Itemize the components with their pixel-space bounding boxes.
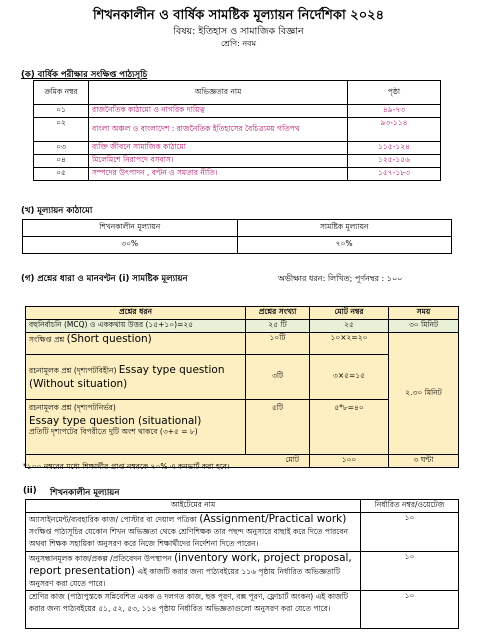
summative-header: সামষ্টিক মূল্যায়ন	[237, 220, 452, 237]
col-question-count: প্রশ্নের সংখ্যা	[246, 307, 310, 320]
section-ka-heading: (ক) বার্ষিক পরীক্ষার সংক্ষিপ্ত পাঠ্যসূচি	[21, 70, 148, 80]
inquiry-desc: এই কাজটি করার জন্য পাঠ্যবইয়ের ১১৬ পৃষ্ঠায় নির্ধারিত অভিজ্ঞতাটি অনুসরণ করা যেতে পারে।	[29, 567, 341, 588]
essay-situational-type	[26, 400, 246, 455]
page-cell: ১২৫-১৫৬	[348, 155, 441, 168]
essay-situational-count: ৫টি	[246, 400, 310, 455]
subject-line: বিষয়: ইতিহাস ও সামাজিক বিজ্ঞান	[173, 26, 304, 37]
col-weightage: নির্ধারিত নম্বর/ওয়েটেজ	[361, 500, 459, 513]
assignment-en: (Assignment/Practical work)	[199, 513, 347, 525]
short-question-count: ১০টি	[246, 333, 310, 355]
mcq-marks: ২৫	[310, 320, 389, 333]
table-row	[26, 552, 459, 591]
mcq-type: বহুনির্বাচনি (MCQ) ও এককথায় উত্তর (১৫+১০)=২৫	[26, 320, 246, 333]
syllabus-table	[33, 80, 441, 181]
total-time: ৩ ঘন্টা	[389, 455, 459, 468]
short-question-bn: সংক্ষিপ্ত প্রশ্ন	[29, 335, 65, 344]
table-row	[34, 142, 441, 155]
assignment-desc: সংক্ষিপ্ত পাঠ্যসূচির যেকোন শিখন অভিজ্ঞতা থেকে শ্রেণিশিক্ষক তার পছন্দ অনুসারে বাছাই করে দিতে পারবেন অথবা শিক্ষক সহায়িকা অনুসরণ করে নিজে শিক্ষার্থীদের নির্দেশনা দিতে পারেন।	[29, 527, 348, 548]
short-question-type	[26, 333, 246, 355]
short-question-en: (Short question)	[66, 333, 152, 345]
mcq-count: ২৫ টি	[246, 320, 310, 333]
total-marks: ১০০	[310, 455, 389, 468]
essay-no-situation-marks: ৩×৫=১৫	[310, 355, 389, 400]
serial-cell: ০৪	[34, 155, 89, 168]
essay-situational-en: Essay type question (situational)	[29, 415, 202, 427]
essay-situational-bn: রচনামূলক প্রশ্ন (দৃশ্যপটনির্ভর)	[29, 403, 116, 412]
document-title: শিখনকালীন ও বার্ষিক সামষ্টিক মূল্যায়ন নির্দেশিকা ২০২৪	[92, 8, 385, 23]
merged-time: ২.৩০ মিনিট	[389, 333, 459, 455]
serial-cell: ০৩	[34, 142, 89, 155]
inquiry-bn: অনুসন্ধানমূলক কাজ/প্রকল্প /প্রতিবেদন উপস্থাপন	[29, 554, 172, 563]
formative-items-table	[25, 499, 459, 629]
assignment-mark: ১০	[361, 513, 459, 552]
section-ii-number: (ii)	[23, 486, 37, 496]
col-time: সময়	[389, 307, 459, 320]
section-ga-heading: (গ) প্রশ্নের ধারা ও মানবণ্টন (i) সামষ্টিক মূল্যায়ন	[21, 274, 188, 284]
experience-cell: সম্পদের উৎপাদন , বণ্টন ও সমতার নীতি।	[89, 168, 348, 181]
inquiry-en: (inventory work, project proposal, report presentation)	[29, 552, 352, 577]
experience-cell: রাজনৈতিক কাঠামো ও নাগরিক দায়িত্ব	[89, 105, 348, 118]
section-ii-heading: শিখনকালীন মূল্যায়ন	[50, 488, 120, 498]
table-row	[26, 513, 459, 552]
essay-no-situation-en2: (Without situation)	[29, 378, 128, 390]
page-cell: ১১৫-১২৪	[348, 142, 441, 155]
classwork-bn: শ্রেণির কাজ (পাঠ্যপুস্তকে সন্নিবেশিত একক ও দলগত কাজ, ছক পূরণ, বক্স পূরণ, ফ্লোচার্ট অংকন)	[29, 592, 314, 601]
page-cell: ৯৩-১১৪	[348, 118, 441, 142]
table-row	[26, 333, 459, 355]
class-line: শ্রেণি: নবম	[220, 39, 257, 48]
table-row	[34, 168, 441, 181]
conversion-footnote: *১০০ নম্বরের মধ্যে শিক্ষার্থীর প্রাপ্ত নম্বরকে ৭০% এ কনভার্ট করা হবে।	[23, 462, 230, 471]
page-cell: ১৫৭-১৮৩	[348, 168, 441, 181]
col-question-type: প্রশ্নের ধরন	[26, 307, 246, 320]
table-row	[26, 591, 459, 629]
section-kha-heading: (খ) মূল্যায়ন কাঠামো	[21, 206, 93, 216]
essay-no-situation-bn: রচনামূলক প্রশ্ন (দৃশ্যপটবিহীন)	[29, 366, 117, 375]
serial-cell: ০৫	[34, 168, 89, 181]
experience-cell: মিলেমিশে নিরাপদে বসবাস।	[89, 155, 348, 168]
col-serial: ক্রমিক নম্বর	[34, 81, 89, 105]
col-total-marks: মোট নম্বর	[310, 307, 389, 320]
col-item-name: আইটেমের নাম	[26, 500, 361, 513]
total-label: মোট	[26, 455, 310, 468]
classwork-mark: ১০	[361, 591, 459, 629]
exam-type-note: অভীক্ষার ধরন: লিখিত; পূর্ণনম্বর : ১০০	[278, 274, 403, 283]
short-question-marks: ১০×২=২০	[310, 333, 389, 355]
experience-cell: বাংলা অঞ্চল ও বাংলাদেশ : রাজনৈতিক ইতিহাসের বৈচিত্র্যময় গতিপথ	[89, 118, 348, 142]
col-experience-name: অভিজ্ঞতার নাম	[89, 81, 348, 105]
essay-no-situation-type	[26, 355, 246, 400]
classwork-item	[26, 591, 361, 629]
serial-cell: ০১	[34, 105, 89, 118]
mcq-time: ৩০ মিনিট	[389, 320, 459, 333]
assessment-framework-table	[22, 219, 452, 254]
table-row	[34, 105, 441, 118]
table-row	[34, 118, 441, 142]
essay-situational-marks: ৫*৮=৪০	[310, 400, 389, 455]
experience-cell: ব্যক্তি জীবনে সামাজিক কাঠামো	[89, 142, 348, 155]
page-cell: ৪৯-৭৩	[348, 105, 441, 118]
essay-no-situation-en1: Essay type question	[118, 364, 225, 376]
summative-value: ৭০%	[237, 237, 452, 254]
assignment-item	[26, 513, 361, 552]
table-row	[34, 155, 441, 168]
inquiry-item	[26, 552, 361, 591]
serial-cell: ০২	[34, 118, 89, 142]
col-page: পৃষ্ঠা	[348, 81, 441, 105]
essay-situational-note: প্রতিটি দৃশ্যপটের বিপরীতে দুটি অংশ থাকবে (৩+৫ = ৮)	[29, 427, 198, 436]
formative-header: শিখনকালীন মূল্যায়ন	[23, 220, 238, 237]
question-pattern-table	[25, 306, 459, 468]
inquiry-mark: ১০	[361, 552, 459, 591]
assignment-bn: অ্যাসাইনমেন্ট/ব্যবহারিক কাজ/ পোস্টার বা দেয়াল পত্রিকা	[29, 515, 197, 524]
essay-no-situation-count: ৩টি	[246, 355, 310, 400]
classwork-desc: এই কাজটি করার জন্য পাঠ্যবইয়ের ৫১, ৫২, ৫৩, ১১৪ পৃষ্ঠায় নির্ধারিত অভিজ্ঞতাগুলো অনুসরণ করা যেতে পারে।	[29, 592, 348, 613]
table-row	[26, 320, 459, 333]
formative-value: ৩০%	[23, 237, 238, 254]
